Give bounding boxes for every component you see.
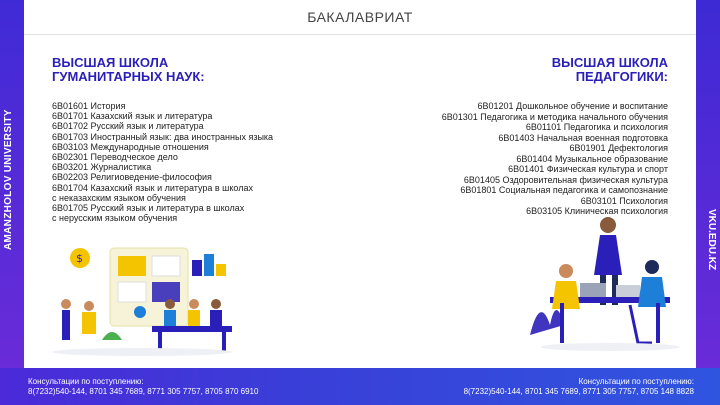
list-item: 6B01201 Дошкольное обучение и воспитание [477, 101, 668, 111]
list-item: 6B01801 Социальная педагогика и самопознание [460, 185, 668, 195]
list-item: 6B01901 Дефектология [569, 143, 668, 153]
title-line: ГУМАНИТАРНЫХ НАУК: [52, 69, 205, 84]
title-line: ВЫСШАЯ ШКОЛА [551, 55, 668, 70]
pedagogy-team-illustration [520, 205, 680, 355]
footer-phones: 8(7232)540-144, 8701 345 7689, 8771 305 7757, 8705 148 8828 [463, 386, 694, 396]
list-item: 6B03101 Психология [580, 195, 668, 206]
list-item: 6B01601 История [52, 101, 126, 111]
list-item: 6B02203 Религиоведение-философия [52, 172, 212, 183]
humanities-school-title [52, 56, 322, 84]
list-item: 6B01702 Русский язык и литература [52, 121, 204, 132]
page-title: БАКАЛАВРИАТ [307, 9, 413, 25]
pedagogy-school-section [368, 56, 668, 217]
title-line: ПЕДАГОГИКИ: [575, 69, 668, 84]
footer-contacts-left [28, 377, 258, 396]
list-item: 6B01404 Музыкальное образование [516, 153, 668, 164]
pedagogy-school-title [368, 56, 668, 84]
humanities-school-section [52, 56, 322, 223]
footer-contacts-right [464, 377, 694, 396]
list-item: 6B01401 Физическая культура и спорт [508, 164, 668, 174]
website-vertical: VKU.EDU.KZ [706, 209, 717, 271]
title-line: ВЫСШАЯ ШКОЛА [52, 55, 169, 70]
list-item: 6B01403 Начальная военная подготовка [498, 132, 668, 143]
footer-phones: 8(7232)540-144, 8701 345 7689, 8771 305 7757, 8705 870 6910 [28, 386, 259, 396]
list-item: 6B03105 Клиническая психология [526, 206, 668, 216]
list-item: 6B03201 Журналистика [52, 162, 152, 173]
footer-label: Консультации по поступлению: [578, 377, 694, 386]
list-item: с неказахским языком обучения [52, 192, 186, 203]
list-item: 6B01701 Казахский язык и литература [52, 111, 213, 122]
header-divider [24, 34, 696, 35]
humanities-program-list [52, 101, 322, 223]
right-side-band [696, 0, 720, 368]
list-item: 6B01301 Педагогика и методика начального обучения [441, 111, 668, 122]
university-name-vertical: AMANZHOLOV UNIVERSITY [3, 109, 14, 251]
list-item: 6B03103 Международные отношения [52, 141, 209, 152]
left-side-band [0, 0, 24, 368]
footer-label: Консультации по поступлению: [28, 377, 144, 386]
list-item: 6B01703 Иностранный язык: два иностранных языка [52, 131, 274, 142]
list-item: 6B01705 Русский язык и литература в школах [52, 203, 245, 214]
list-item: 6B01405 Оздоровительная физическая культура [463, 174, 668, 185]
footer-bar [0, 368, 720, 405]
svg-text:$: $ [76, 252, 83, 265]
list-item: 6B01101 Педагогика и психология [525, 122, 668, 132]
list-item: 6B01704 Казахский язык и литература в школах [52, 182, 253, 193]
team-meeting-illustration [42, 240, 242, 358]
list-item: с нерусским языком обучения [52, 213, 178, 224]
pedagogy-program-list [368, 101, 668, 217]
list-item: 6B02301 Переводческое дело [52, 152, 178, 163]
